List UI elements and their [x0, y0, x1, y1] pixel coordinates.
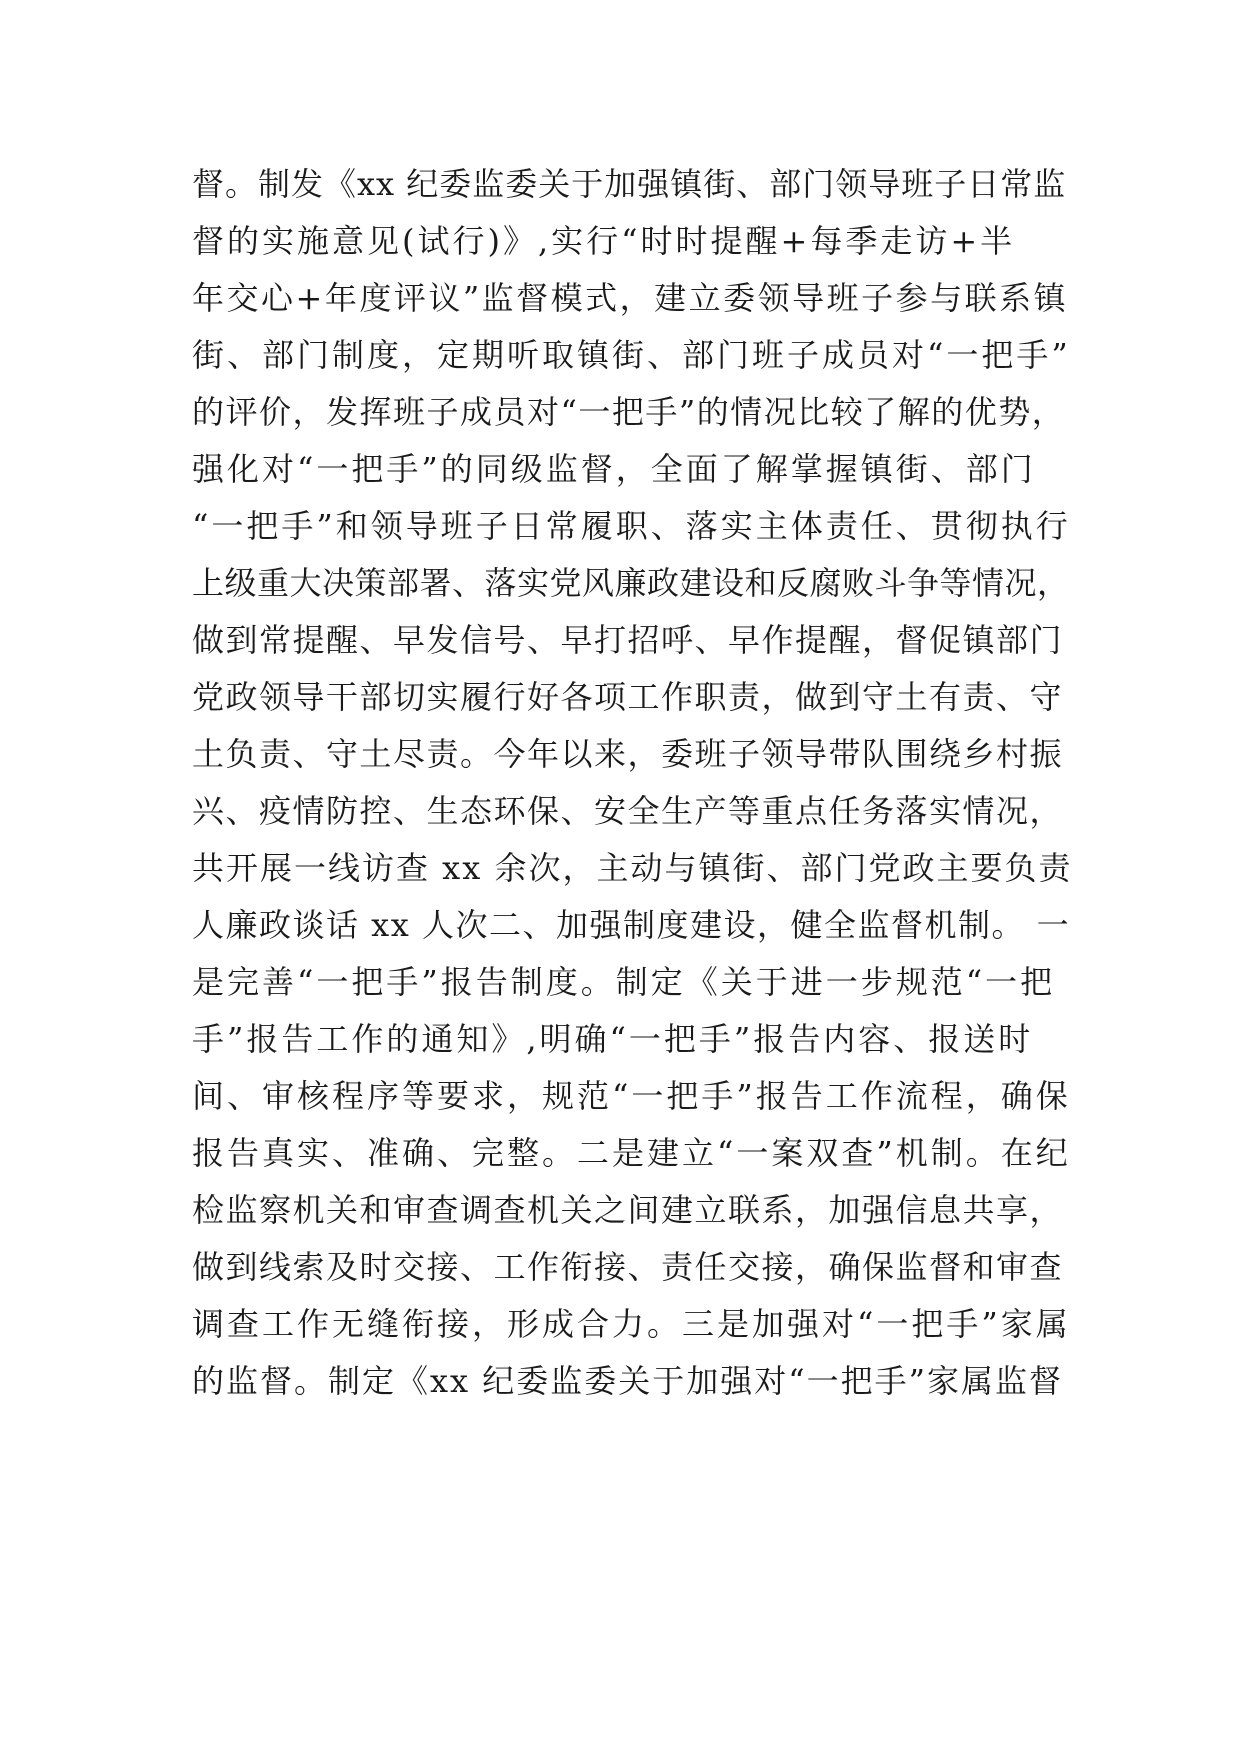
text-line: 的监督。制定《xx 纪委监委关于加强对“一把手”家属监督: [192, 1362, 1063, 1400]
text-line: 街、部门制度，定期听取镇街、部门班子成员对“一把手”: [192, 336, 1071, 374]
text-line: 做到线索及时交接、工作衔接、责任交接，确保监督和审查: [192, 1248, 1064, 1286]
text-line: 督的实施意见(试行)》,实行“时时提醒+每季走访+半: [192, 222, 1016, 260]
text-line: 强化对“一把手”的同级监督，全面了解掌握镇街、部门: [192, 450, 1036, 488]
text-line: 党政领导干部切实履行好各项工作职责，做到守土有责、守: [192, 678, 1064, 716]
text-line: 的评价，发挥班子成员对“一把手”的情况比较了解的优势，: [192, 393, 1066, 431]
body-text: [192, 156, 1072, 1410]
text-line: 手”报告工作的通知》,明确“一把手”报告内容、报送时: [192, 1020, 1034, 1058]
text-line: “一把手”和领导班子日常履职、落实主体责任、贯彻执行: [192, 507, 1071, 545]
text-line: 上级重大决策部署、落实党风廉政建设和反腐败斗争等情况，: [192, 564, 1070, 602]
text-line: 间、审核程序等要求，规范“一把手”报告工作流程，确保: [192, 1077, 1071, 1115]
text-line: 调查工作无缝衔接，形成合力。三是加强对“一把手”家属: [192, 1305, 1071, 1343]
text-line: 做到常提醒、早发信号、早打招呼、早作提醒，督促镇部门: [192, 621, 1064, 659]
text-line: 土负责、守土尽责。今年以来，委班子领导带队围绕乡村振: [192, 735, 1064, 773]
text-line: 是完善“一把手”报告制度。制定《关于进一步规范“一把: [192, 963, 1056, 1001]
text-line: 人廉政谈话 xx 人次二、加强制度建设，健全监督机制。 一: [192, 906, 1071, 944]
text-line: 报告真实、准确、完整。二是建立“一案双查”机制。在纪: [192, 1134, 1071, 1172]
text-line: 共开展一线访查 xx 余次，主动与镇街、部门党政主要负责: [192, 849, 1072, 887]
text-line: 检监察机关和审查调查机关之间建立联系，加强信息共享，: [192, 1191, 1064, 1229]
text-line: 兴、疫情防控、生态环保、安全生产等重点任务落实情况，: [192, 792, 1064, 830]
text-line: 年交心+年度评议”监督模式，建立委领导班子参与联系镇: [192, 279, 1069, 317]
text-line: 督。制发《xx 纪委监委关于加强镇街、部门领导班子日常监: [192, 165, 1067, 203]
